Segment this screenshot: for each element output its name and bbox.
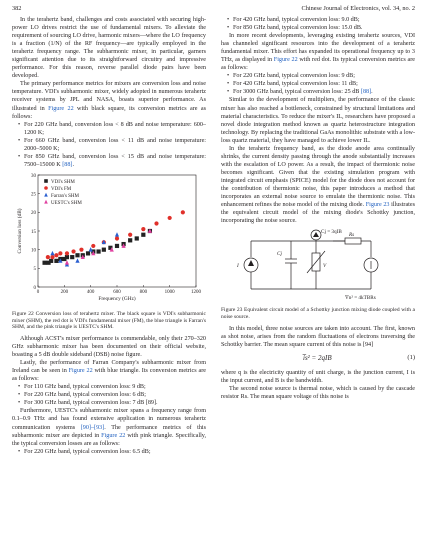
data-point-series-0 <box>70 255 74 259</box>
paragraph: In this model, three noise sources are taken into account. The first, known as shot noise, arises from the random fluctuations of electrons traversing the Schottky barrier. The mean square current of this noise is [94] <box>221 325 415 348</box>
data-point-series-1 <box>168 216 172 220</box>
equation-1 <box>221 352 415 366</box>
data-point-series-0 <box>135 236 139 240</box>
figure-23-caption: Figure 23 Equivalent circuit model of a Schottky junction mixing diode coupled with a noise source. <box>221 307 415 320</box>
data-point-series-2 <box>115 232 119 236</box>
y-tick-label: 15 <box>31 229 36 235</box>
data-point-series-1 <box>79 247 83 251</box>
left-column <box>12 16 206 456</box>
y-tick-label: 20 <box>31 211 36 217</box>
paragraph: where q is the electricity quantity of unit charge, is the junction current, I is the input current, and B is the bandwidth. <box>221 369 415 384</box>
journal-name: Chinese Journal of Electronics, vol. 34, no. 2 <box>301 5 415 12</box>
paragraph: The primary performance metrics for mixers are conversion loss and noise temperature. VDI's subharmonic mixer, widely adopted in numerous terahertz receiver systems by JPL and NASA, boasts superior performance. As illustrated in Figure 22 with black square, its conversion metrics are as follows: <box>12 81 206 120</box>
figure-link[interactable]: Figure 22 <box>48 105 74 112</box>
data-point-series-2 <box>89 247 93 251</box>
paragraph: The second noise source is thermal noise, which is caused by the cascade resistor Rs. The mean square voltage of this noise is <box>221 385 415 400</box>
legend-label: VDI's FM <box>51 186 72 192</box>
x-tick-label: 1000 <box>164 289 175 295</box>
bullet-item: • For 220 GHz band, typical conversion loss: 6.5 dB; <box>12 448 206 456</box>
data-point-series-1 <box>91 244 95 248</box>
x-tick-label: 600 <box>113 289 121 295</box>
data-point-series-1 <box>54 253 58 257</box>
bullet-item: • For 850 GHz band, conversion loss < 15 dB and noise temperature: 7500–15000 K [88]. <box>12 153 206 169</box>
x-tick-label: 1200 <box>191 289 201 295</box>
legend-marker <box>44 186 48 190</box>
right-column <box>221 16 415 401</box>
x-tick-label: 0 <box>36 289 40 295</box>
figure-22-caption: Figure 22 Conversion loss of terahertz mixer. The black square is VDI's subharmonic mixer (SHM), the red dot is VDI's fundamental mixer (FM), the blue triangle is Farran's SHM, and the pink triangle is UESTC's SHM. <box>12 310 206 331</box>
bullet-item: • For 300 GHz band, typical conversion loss: 7 dB [89]. <box>12 399 206 407</box>
data-point-series-2 <box>50 251 54 255</box>
schottky-circuit-diagram <box>221 227 415 305</box>
noise-arrow-icon <box>313 232 319 237</box>
legend-marker <box>44 200 48 204</box>
x-axis-label: Frequency (GHz) <box>98 295 136 302</box>
figure-link[interactable]: Figure 22 <box>68 368 93 375</box>
data-point-series-1 <box>65 251 69 255</box>
label-current: I <box>237 263 239 270</box>
bullet-item: • For 220 GHz band, conversion loss < 8 dB and noise temperature: 600–1200 K; <box>12 121 206 137</box>
figure-link[interactable]: Figure 23 <box>365 202 390 209</box>
data-point-series-0 <box>75 253 79 257</box>
data-point-series-0 <box>42 261 46 265</box>
paragraph: Lastly, the performance of Farran Company's subharmonic mixer from Ireland can be seen in Figure 22 with blue triangle. Its conversion metrics are as follows: <box>12 360 206 383</box>
legend-label: Farran's SHM <box>51 193 79 199</box>
data-point-series-1 <box>58 251 62 255</box>
y-tick-label: 5 <box>33 267 36 273</box>
paragraph: In more recent developments, leveraging existing terahertz sources, VDI has channeled significant resources into the development of a terahertz fundamental mixer. This effort has expanded its operational frequency up to 3 THz, as displayed in Figure 22 with red dot. Its typical conversion metrics are as follows: <box>221 33 415 72</box>
data-point-series-1 <box>46 255 50 259</box>
legend-marker <box>44 179 48 183</box>
data-point-series-0 <box>49 259 53 263</box>
paragraph: Similar to the development of multipliers, the performance of the classic mixer has also reached a bottleneck, constrained by structural limitations and material characteristics. To reduce the mixer's IL, researchers have proposed a novel diode integration method known as quartz heterostructure integration technology. By replacing the traditional GaAs monolithic substrate with a low-loss quartz material, they have managed to achieve lower IL. <box>221 97 415 144</box>
figure-23 <box>221 227 415 305</box>
figure-22 <box>12 169 206 309</box>
label-rs: Rs <box>349 232 355 239</box>
paragraph: In the terahertz band, challenges and costs associated with securing high-power LO drives restrict the use of fundamental mixers. To alleviate the requirement of sourcing LO drive, harmonic mixers—where the LO frequency is a fraction (1/N) of the RF frequency—are typically employed in the terahertz frequency range. The subharmonic mixer, in particular, garners significant attention due to its straightforward circuitry and impressive performance. For this reason, reverse parallel diode pairs have been developed. <box>12 17 206 80</box>
page-number: 382 <box>12 5 22 12</box>
current-arrow-icon <box>248 260 254 266</box>
data-point-series-1 <box>115 236 119 240</box>
data-point-series-0 <box>86 251 90 255</box>
legend-label: VDI's SHM <box>51 179 75 185</box>
legend-label: UESTC's SHM <box>51 200 82 206</box>
paragraph: Furthermore, UESTC's subharmonic mixer spans a frequency range from 0.1–0.9 THz and has found extensive application in numerous terahertz communication systems [90]–[93]. The performance metrics of this subharmonic mixer are depicted in Figure 22 with pink triangle. Specifically, the typical conversion losses are as follows: <box>12 408 207 447</box>
data-point-series-1 <box>141 227 145 231</box>
bullet-item: • For 420 GHz band, typical conversion loss: 9.0 dB; <box>221 16 415 24</box>
data-point-series-0 <box>141 233 145 237</box>
data-point-series-0 <box>54 259 58 263</box>
bullet-item: • For 220 GHz band, typical conversion loss: 6 dB; <box>12 391 206 399</box>
bullet-item: • For 420 GHz band, typical conversion loss: 11 dB; <box>221 80 415 88</box>
data-point-series-0 <box>115 244 119 248</box>
x-tick-label: 400 <box>86 289 95 295</box>
data-point-series-2 <box>75 258 79 262</box>
y-tick-label: 25 <box>31 192 36 198</box>
data-point-series-1 <box>50 255 54 259</box>
equation-body: i̅s² = 2qIB <box>303 353 332 362</box>
data-point-series-1 <box>154 221 158 225</box>
y-tick-label: 30 <box>31 173 36 179</box>
bullet-item: • For 850 GHz band, typical conversion loss: 15.0 dB. <box>221 24 415 32</box>
bullet-item: • For 660 GHz band, conversion loss < 11 dB and noise temperature: 2000–5000 K; <box>12 137 206 153</box>
equation-number: (1) <box>407 353 415 361</box>
data-point-series-1 <box>181 210 185 214</box>
figure-link[interactable]: Figure 22 <box>101 432 126 439</box>
running-header <box>12 5 415 14</box>
bullet-item: • For 220 GHz band, typical conversion loss: 9 dB; <box>221 72 415 80</box>
bullet-item: • For 3000 GHz band, typical conversion loss: 25 dB [88]. <box>221 88 415 96</box>
x-tick-label: 800 <box>139 289 148 295</box>
paragraph: Although ACST's mixer performance is commendable, only their 270–320 GHz subharmonic mixer has been documented on their official website, boasting a 5 dB double sideband (DSB) noise figure. <box>12 336 206 359</box>
citation-link[interactable]: [88] <box>360 89 372 96</box>
label-noise-current: Cj = 3qIB <box>321 229 342 236</box>
citation-link[interactable]: [88] <box>62 161 73 168</box>
data-point-series-0 <box>128 238 132 242</box>
data-point-series-1 <box>71 249 75 253</box>
data-point-series-0 <box>96 249 100 253</box>
citation-link[interactable]: [90]–[93] <box>80 424 105 431</box>
y-tick-label: 0 <box>33 285 36 291</box>
y-tick-label: 10 <box>31 248 36 254</box>
paragraph: In the terahertz frequency band, as the diode anode area continually shrinks, the current density passing through the anode substantially increases with the escalation of LO power. As a result, the impact of thermionic noise becomes significant. Given that the existing simulation program with integrated circuit emphasis (SPICE) model for the diode does not account for the contribution of thermionic noise, this paper introduces a method that incorporates an external noise source to emulate the thermionic noise. This enhancement refines the noise model of the mixing diode. Figure 23 illustrates the equivalent circuit model of the mixing diode's Schottky junction, incorporating the noise source. <box>221 145 415 225</box>
label-thermal-noise: V̅n² = 4kTBRs <box>345 295 376 302</box>
bullet-item: • For 110 GHz band, typical conversion loss: 9 dB; <box>12 383 206 391</box>
x-tick-label: 200 <box>60 289 69 295</box>
data-point-series-0 <box>65 255 69 259</box>
label-voltage: V <box>323 263 327 270</box>
legend-marker <box>44 193 48 197</box>
label-cj: Cj <box>277 251 282 258</box>
y-axis-label: Conversion loss (dB) <box>17 208 23 254</box>
data-point-series-0 <box>102 247 106 251</box>
figure-link[interactable]: Figure 22 <box>273 57 298 64</box>
data-point-series-1 <box>128 233 132 237</box>
conversion-loss-chart <box>12 169 206 309</box>
